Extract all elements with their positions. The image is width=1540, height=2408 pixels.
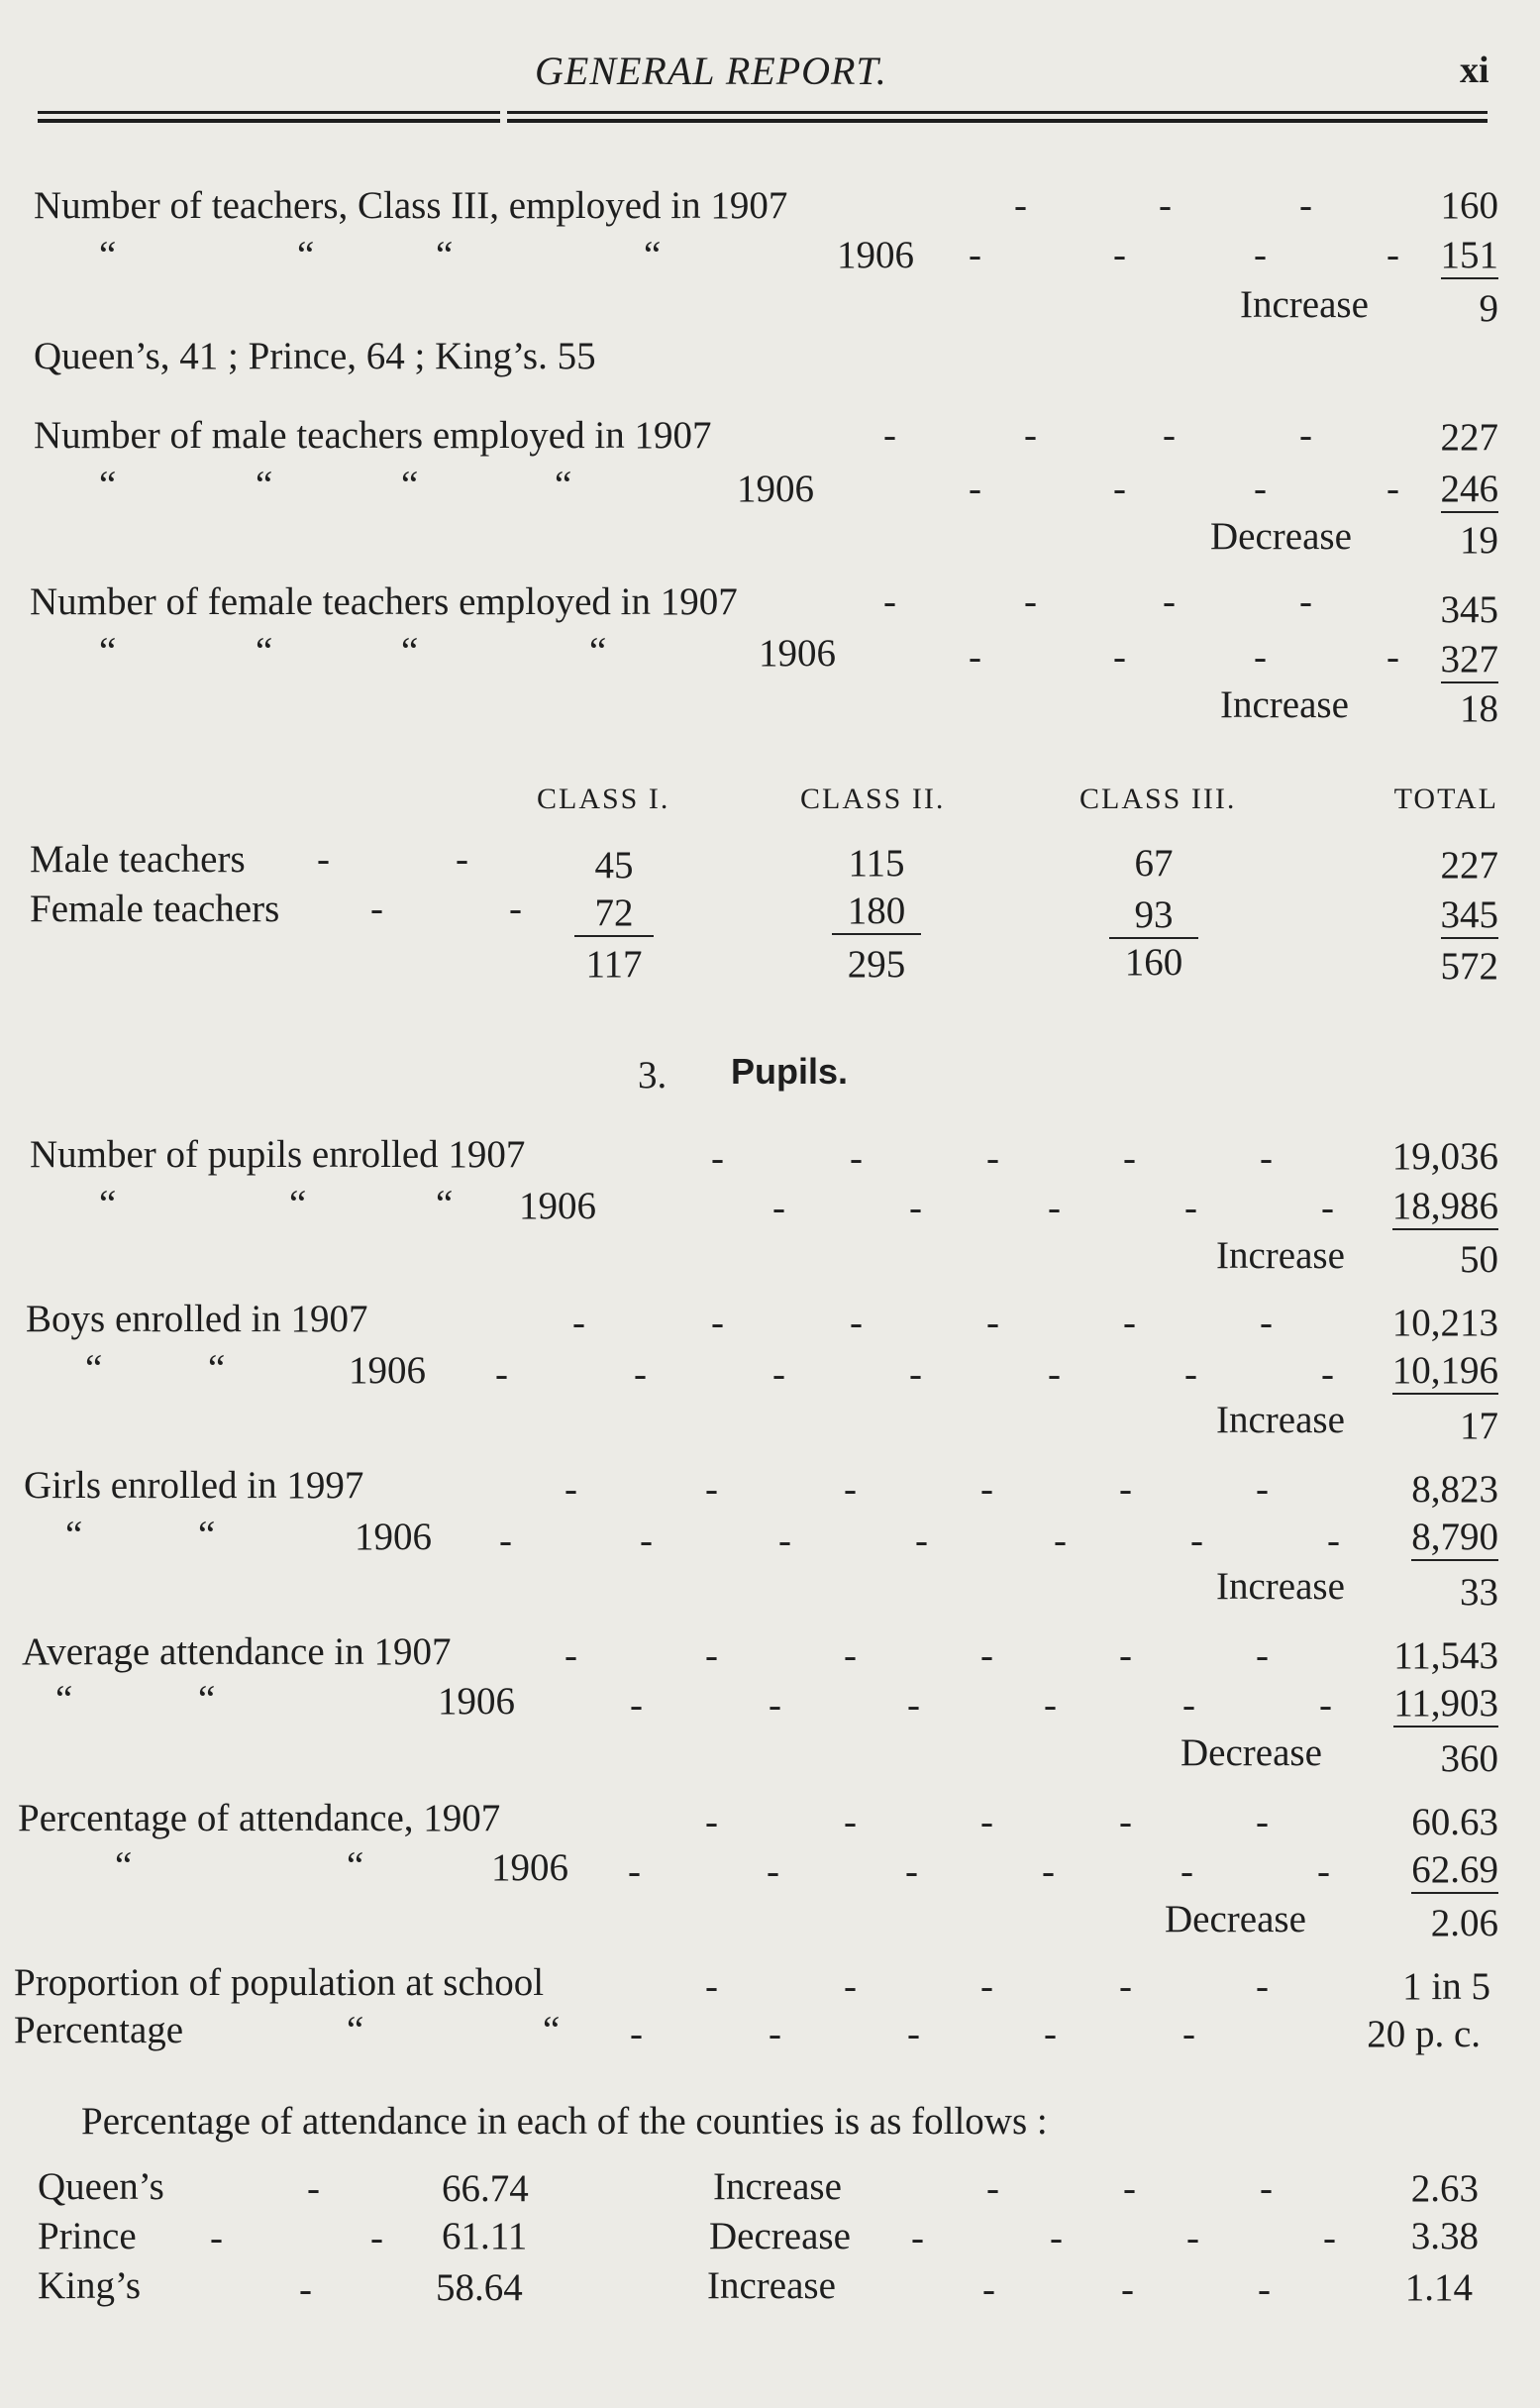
leader-dash: - <box>1123 1137 1136 1180</box>
class-table-cell: 180 <box>832 891 921 935</box>
leader-dash: - <box>1260 1137 1273 1180</box>
proportion-value: 1 in 5 <box>1402 1965 1490 2008</box>
leader-dash: - <box>705 1468 718 1511</box>
county-percentage: 61.11 <box>442 2215 528 2257</box>
class-table-total: 117 <box>585 943 643 986</box>
percentage-year-1906: 1906 <box>491 1846 568 1889</box>
county-percentage: 66.74 <box>442 2167 529 2210</box>
pupils-year-1906: 1906 <box>519 1185 596 1227</box>
ditto-mark: “ <box>297 234 315 276</box>
leader-dash: - <box>911 2217 924 2259</box>
leader-dash: - <box>1321 1353 1334 1396</box>
leader-dash: - <box>1254 468 1267 510</box>
ditto-mark: “ <box>401 630 419 673</box>
counties-class3-note: Queen’s, 41 ; Prince, 64 ; King’s. 55 <box>34 335 596 377</box>
leader-dash: - <box>769 2013 781 2055</box>
leader-dash: - <box>1123 2167 1136 2210</box>
leader-dash: - <box>705 1634 718 1677</box>
female-year-1906: 1906 <box>759 632 836 675</box>
header-rule-right-top <box>507 111 1488 114</box>
ditto-mark: “ <box>289 1183 307 1225</box>
page-header-title: GENERAL REPORT. <box>535 49 887 93</box>
class-table-cell: 72 <box>574 893 654 937</box>
section-title: Pupils. <box>731 1051 849 1092</box>
leader-dash: - <box>317 838 330 881</box>
ditto-mark: “ <box>208 1347 226 1390</box>
leader-dash: - <box>969 234 981 276</box>
leader-dash: - <box>844 1965 857 2008</box>
ditto-mark: “ <box>99 630 117 673</box>
ditto-mark: “ <box>55 1678 73 1721</box>
header-rule-left-top <box>38 111 500 114</box>
county-name: Queen’s <box>38 2165 164 2208</box>
class-table-cell: 227 <box>1440 844 1498 887</box>
leader-dash: - <box>1119 1634 1132 1677</box>
leader-dash: - <box>1254 234 1267 276</box>
leader-dash: - <box>1113 468 1126 510</box>
leader-dash: - <box>1260 2167 1273 2210</box>
leader-dash: - <box>1042 1850 1055 1893</box>
leader-dash: - <box>969 636 981 679</box>
leader-dash: - <box>1024 580 1037 623</box>
class-table-header-class2: CLASS II. <box>800 783 946 815</box>
class3-year-1906: 1906 <box>837 234 914 276</box>
percentage-change-label: Decrease <box>1165 1898 1306 1940</box>
ditto-mark: “ <box>256 464 273 506</box>
boys-change-label: Increase <box>1216 1399 1345 1441</box>
pupils-change-value: 50 <box>1460 1238 1498 1281</box>
leader-dash: - <box>1182 2013 1195 2055</box>
girls-year-1906: 1906 <box>355 1516 432 1558</box>
leader-dash: - <box>565 1634 577 1677</box>
percentage-school-label: Percentage <box>14 2009 184 2051</box>
leader-dash: - <box>1181 1850 1193 1893</box>
male-value-1906: 246 <box>1441 470 1499 513</box>
ditto-mark: “ <box>347 1844 364 1887</box>
ditto-mark: “ <box>644 234 662 276</box>
male-change-value: 19 <box>1460 519 1498 562</box>
leader-dash: - <box>1119 1965 1132 2008</box>
leader-dash: - <box>1323 2217 1336 2259</box>
ditto-mark: “ <box>198 1514 216 1556</box>
leader-dash: - <box>1256 1634 1269 1677</box>
leader-dash: - <box>210 2217 223 2259</box>
leader-dash: - <box>1386 234 1399 276</box>
leader-dash: - <box>456 838 468 881</box>
ditto-mark: “ <box>589 630 607 673</box>
pupils-line-1907: Number of pupils enrolled 1907 <box>30 1133 526 1176</box>
leader-dash: - <box>915 1519 928 1562</box>
leader-dash: - <box>1260 1302 1273 1344</box>
male-year-1906: 1906 <box>737 468 814 510</box>
male-value-1907: 227 <box>1440 416 1498 459</box>
female-change-value: 18 <box>1460 687 1498 730</box>
class-table-total: 160 <box>1124 941 1183 984</box>
county-change: Increase <box>707 2264 836 2307</box>
average-value-1907: 11,543 <box>1393 1634 1498 1677</box>
leader-dash: - <box>705 1801 718 1843</box>
ditto-mark: “ <box>436 1183 454 1225</box>
leader-dash: - <box>1163 414 1176 457</box>
leader-dash: - <box>499 1519 512 1562</box>
leader-dash: - <box>640 1519 653 1562</box>
leader-dash: - <box>1121 2268 1134 2311</box>
leader-dash: - <box>1321 1187 1334 1229</box>
leader-dash: - <box>850 1302 863 1344</box>
leader-dash: - <box>1050 2217 1063 2259</box>
leader-dash: - <box>509 888 522 930</box>
leader-dash: - <box>307 2167 320 2210</box>
girls-value-1907: 8,823 <box>1411 1468 1498 1511</box>
leader-dash: - <box>1317 1850 1330 1893</box>
ditto-mark: “ <box>347 2009 364 2051</box>
leader-dash: - <box>705 1965 718 2008</box>
class3-line-1907: Number of teachers, Class III, employed in 1907 <box>34 184 788 227</box>
class-table-cell: 93 <box>1109 895 1198 939</box>
leader-dash: - <box>844 1634 857 1677</box>
leader-dash: - <box>1319 1684 1332 1727</box>
ditto-mark: “ <box>85 1347 103 1390</box>
average-line-1907: Average attendance in 1907 <box>22 1630 452 1673</box>
leader-dash: - <box>565 1468 577 1511</box>
class3-change-value: 9 <box>1479 287 1498 330</box>
leader-dash: - <box>1054 1519 1067 1562</box>
class-table-row-label-female: Female teachers <box>30 888 280 930</box>
girls-change-value: 33 <box>1460 1571 1498 1614</box>
boys-value-1907: 10,213 <box>1391 1302 1498 1344</box>
leader-dash: - <box>1159 184 1172 227</box>
leader-dash: - <box>370 2217 383 2259</box>
class-table-cell: 45 <box>594 844 634 887</box>
leader-dash: - <box>883 580 896 623</box>
boys-value-1906: 10,196 <box>1392 1351 1498 1395</box>
leader-dash: - <box>980 1468 993 1511</box>
leader-dash: - <box>844 1801 857 1843</box>
percentage-change-value: 2.06 <box>1430 1902 1498 1944</box>
leader-dash: - <box>1044 2013 1057 2055</box>
pupils-value-1907: 19,036 <box>1391 1135 1498 1178</box>
leader-dash: - <box>1048 1353 1061 1396</box>
leader-dash: - <box>844 1468 857 1511</box>
leader-dash: - <box>909 1187 922 1229</box>
county-change-value: 1.14 <box>1404 2266 1473 2309</box>
leader-dash: - <box>909 1353 922 1396</box>
female-value-1906: 327 <box>1441 640 1499 683</box>
ditto-mark: “ <box>543 2009 561 2051</box>
class3-value-1907: 160 <box>1440 184 1498 227</box>
pupils-change-label: Increase <box>1216 1234 1345 1277</box>
leader-dash: - <box>883 414 896 457</box>
county-name: King’s <box>38 2264 142 2307</box>
percentage-value-1906: 62.69 <box>1411 1850 1498 1894</box>
ditto-mark: “ <box>65 1514 83 1556</box>
leader-dash: - <box>1119 1468 1132 1511</box>
female-line-1907: Number of female teachers employed in 1907 <box>30 580 738 623</box>
male-change-label: Decrease <box>1210 515 1352 558</box>
county-change: Decrease <box>709 2215 851 2257</box>
ditto-mark: “ <box>436 234 454 276</box>
leader-dash: - <box>1186 2217 1199 2259</box>
leader-dash: - <box>767 1850 779 1893</box>
leader-dash: - <box>630 1684 643 1727</box>
percentage-line-1907: Percentage of attendance, 1907 <box>18 1797 501 1839</box>
leader-dash: - <box>1119 1801 1132 1843</box>
county-percentage: 58.64 <box>436 2266 523 2309</box>
ditto-mark: “ <box>555 464 572 506</box>
leader-dash: - <box>772 1187 785 1229</box>
leader-dash: - <box>1113 636 1126 679</box>
leader-dash: - <box>1299 184 1312 227</box>
leader-dash: - <box>1123 1302 1136 1344</box>
boys-year-1906: 1906 <box>349 1349 426 1392</box>
percentage-school-value: 20 p. c. <box>1367 2013 1481 2055</box>
average-change-label: Decrease <box>1181 1731 1322 1774</box>
leader-dash: - <box>769 1684 781 1727</box>
leader-dash: - <box>980 1801 993 1843</box>
leader-dash: - <box>1299 414 1312 457</box>
class-table-header-class3: CLASS III. <box>1079 783 1237 815</box>
leader-dash: - <box>905 1850 918 1893</box>
leader-dash: - <box>1113 234 1126 276</box>
class-table-total: 572 <box>1440 945 1498 988</box>
leader-dash: - <box>907 1684 920 1727</box>
county-change: Increase <box>713 2165 842 2208</box>
class-table-row-label-male: Male teachers <box>30 838 246 881</box>
class-table-header-class1: CLASS I. <box>537 783 670 815</box>
class-table-header-total: TOTAL <box>1393 783 1498 815</box>
class-table-cell: 67 <box>1134 842 1174 885</box>
leader-dash: - <box>1048 1187 1061 1229</box>
ditto-mark: “ <box>99 1183 117 1225</box>
average-change-value: 360 <box>1440 1737 1498 1780</box>
leader-dash: - <box>1184 1353 1197 1396</box>
leader-dash: - <box>1258 2268 1271 2311</box>
leader-dash: - <box>980 1965 993 2008</box>
ditto-mark: “ <box>256 630 273 673</box>
leader-dash: - <box>986 2167 999 2210</box>
leader-dash: - <box>986 1137 999 1180</box>
leader-dash: - <box>711 1302 724 1344</box>
ditto-mark: “ <box>198 1678 216 1721</box>
ditto-mark: “ <box>99 464 117 506</box>
leader-dash: - <box>628 1850 641 1893</box>
percentage-value-1907: 60.63 <box>1411 1801 1498 1843</box>
leader-dash: - <box>778 1519 791 1562</box>
class-table-cell: 345 <box>1441 895 1499 939</box>
county-change-value: 3.38 <box>1410 2215 1479 2257</box>
male-line-1907: Number of male teachers employed in 1907 <box>34 414 712 457</box>
girls-value-1906: 8,790 <box>1411 1518 1498 1561</box>
leader-dash: - <box>1014 184 1027 227</box>
leader-dash: - <box>1024 414 1037 457</box>
leader-dash: - <box>850 1137 863 1180</box>
leader-dash: - <box>986 1302 999 1344</box>
leader-dash: - <box>634 1353 647 1396</box>
header-rule-left-bottom <box>38 119 500 123</box>
boys-change-value: 17 <box>1460 1405 1498 1447</box>
leader-dash: - <box>1190 1519 1203 1562</box>
leader-dash: - <box>1327 1519 1340 1562</box>
leader-dash: - <box>1163 580 1176 623</box>
county-change-value: 2.63 <box>1410 2167 1479 2210</box>
leader-dash: - <box>1182 1684 1195 1727</box>
leader-dash: - <box>1256 1965 1269 2008</box>
county-name: Prince <box>38 2215 137 2257</box>
leader-dash: - <box>772 1353 785 1396</box>
county-intro: Percentage of attendance in each of the counties is as follows : <box>81 2100 1048 2143</box>
girls-change-label: Increase <box>1216 1565 1345 1608</box>
leader-dash: - <box>1299 580 1312 623</box>
leader-dash: - <box>1254 636 1267 679</box>
leader-dash: - <box>630 2013 643 2055</box>
leader-dash: - <box>1256 1468 1269 1511</box>
average-value-1906: 11,903 <box>1393 1684 1498 1727</box>
section-number: 3. <box>638 1054 667 1097</box>
leader-dash: - <box>907 2013 920 2055</box>
leader-dash: - <box>370 888 383 930</box>
ditto-mark: “ <box>99 234 117 276</box>
boys-line-1907: Boys enrolled in 1907 <box>26 1298 368 1340</box>
leader-dash: - <box>980 1634 993 1677</box>
leader-dash: - <box>1256 1801 1269 1843</box>
proportion-label: Proportion of population at school <box>14 1961 545 2004</box>
leader-dash: - <box>572 1302 585 1344</box>
leader-dash: - <box>969 468 981 510</box>
average-year-1906: 1906 <box>438 1680 515 1723</box>
page-number: xi <box>1460 50 1489 91</box>
class3-value-1906: 151 <box>1441 236 1499 279</box>
pupils-value-1906: 18,986 <box>1392 1187 1498 1230</box>
leader-dash: - <box>495 1353 508 1396</box>
ditto-mark: “ <box>401 464 419 506</box>
ditto-mark: “ <box>115 1844 133 1887</box>
header-rule-right-bottom <box>507 119 1488 123</box>
leader-dash: - <box>711 1137 724 1180</box>
leader-dash: - <box>982 2268 995 2311</box>
leader-dash: - <box>1386 636 1399 679</box>
leader-dash: - <box>299 2268 312 2311</box>
girls-line-1997: Girls enrolled in 1997 <box>24 1464 364 1507</box>
class-table-total: 295 <box>847 943 906 986</box>
leader-dash: - <box>1044 1684 1057 1727</box>
class3-change-label: Increase <box>1240 283 1369 326</box>
female-change-label: Increase <box>1220 683 1349 726</box>
female-value-1907: 345 <box>1440 588 1498 631</box>
leader-dash: - <box>1184 1187 1197 1229</box>
class-table-cell: 115 <box>848 842 905 885</box>
leader-dash: - <box>1386 468 1399 510</box>
